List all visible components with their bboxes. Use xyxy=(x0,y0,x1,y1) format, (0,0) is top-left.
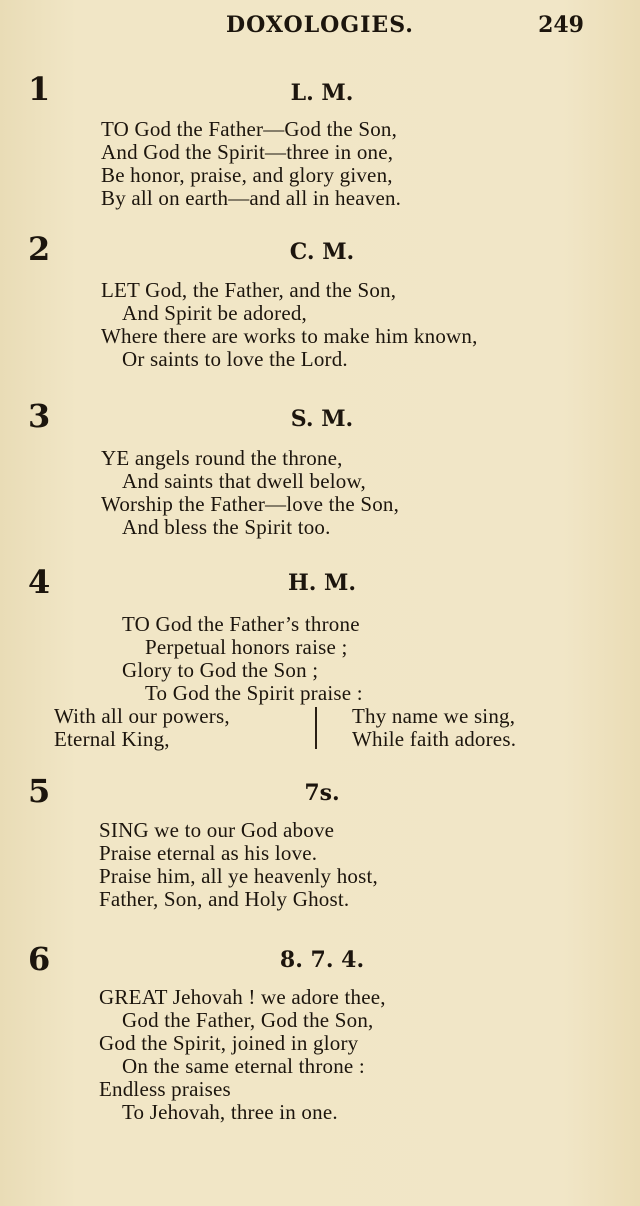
hymn-meter: S. M. xyxy=(290,406,354,432)
hymn-meter: C. M. xyxy=(289,239,355,265)
verse-line: Worship the Father—love the Son, xyxy=(101,492,400,516)
verse-line: GREAT Jehovah ! we adore thee, xyxy=(99,985,386,1009)
verse-line: Where there are works to make him known, xyxy=(101,324,478,348)
verse-line: Glory to God the Son ; xyxy=(122,658,319,682)
hymn-number: 3 xyxy=(28,397,51,435)
verse-line: And God the Spirit—three in one, xyxy=(101,140,394,164)
verse-line: SING we to our God above xyxy=(99,818,335,842)
verse-line: Or saints to love the Lord. xyxy=(122,347,348,371)
hymn-meter: 8. 7. 4. xyxy=(279,947,365,973)
verse-line-right-column: Thy name we sing, xyxy=(352,704,516,728)
verse-line: Perpetual honors raise ; xyxy=(145,635,348,659)
hymn-meter: L. M. xyxy=(290,80,354,106)
verse-line: And saints that dwell below, xyxy=(122,469,366,493)
hymn-number: 6 xyxy=(28,940,51,978)
page-title: DOXOLOGIES. xyxy=(226,12,414,38)
verse-line: YE angels round the throne, xyxy=(101,446,343,470)
verse-line: God the Spirit, joined in glory xyxy=(99,1031,359,1055)
verse-line: Praise eternal as his love. xyxy=(99,841,318,865)
verse-line: To Jehovah, three in one. xyxy=(122,1100,338,1124)
verse-line: On the same eternal throne : xyxy=(122,1054,365,1078)
hymn-meter: H. M. xyxy=(287,570,357,596)
verse-line: And bless the Spirit too. xyxy=(122,515,331,539)
hymn-number: 2 xyxy=(28,230,51,268)
verse-line: And Spirit be adored, xyxy=(122,301,307,325)
page-number: 249 xyxy=(538,12,584,38)
hymn-number: 4 xyxy=(28,563,51,601)
verse-line-right-column: While faith adores. xyxy=(352,727,517,751)
verse-line: TO God the Father—God the Son, xyxy=(101,117,398,141)
verse-line: LET God, the Father, and the Son, xyxy=(101,278,397,302)
column-divider xyxy=(315,707,317,749)
verse-line: Endless praises xyxy=(99,1077,231,1101)
verse-line: Be honor, praise, and glory given, xyxy=(101,163,393,187)
verse-line: TO God the Father’s throne xyxy=(122,612,360,636)
hymn-meter: 7s. xyxy=(304,780,340,806)
hymn-number: 1 xyxy=(28,70,51,108)
verse-line: Father, Son, and Holy Ghost. xyxy=(99,887,350,911)
hymn-number: 5 xyxy=(28,772,51,810)
verse-line: Praise him, all ye heavenly host, xyxy=(99,864,378,888)
verse-line-left-column: Eternal King, xyxy=(54,727,170,751)
verse-line: To God the Spirit praise : xyxy=(145,681,363,705)
verse-line-left-column: With all our powers, xyxy=(54,704,230,728)
verse-line: God the Father, God the Son, xyxy=(122,1008,374,1032)
verse-line: By all on earth—and all in heaven. xyxy=(101,186,402,210)
